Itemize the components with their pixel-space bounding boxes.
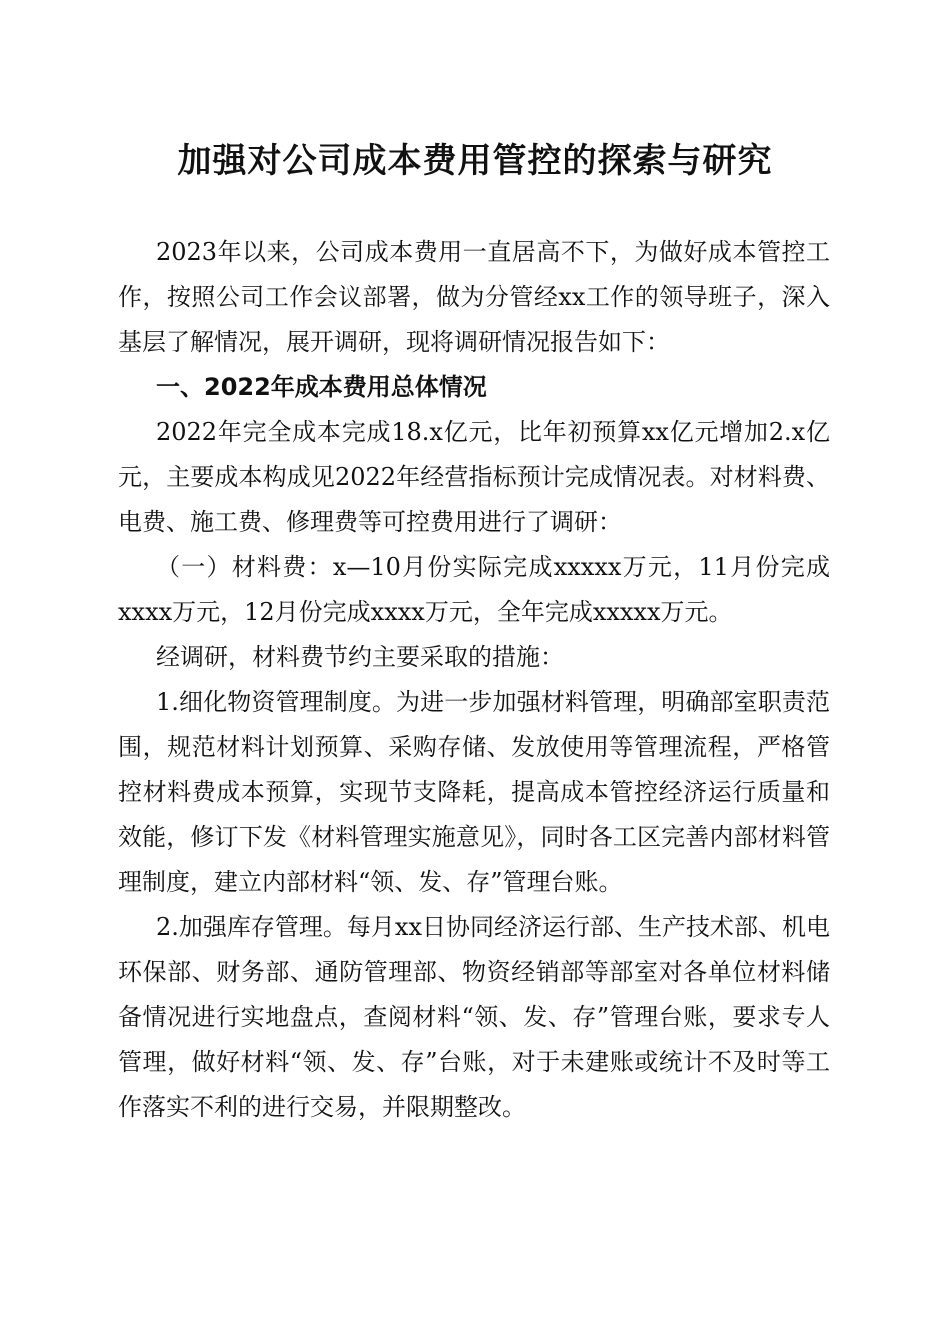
cost-summary-paragraph: 2022年完全成本完成18.x亿元，比年初预算xx亿元增加2.x亿元，主要成本构成见2022年经营指标预计完成情况表。对材料费、电费、施工费、修理费等可控费用进行了调研：	[118, 418, 830, 536]
section-heading-1: 一、2022年成本费用总体情况	[156, 373, 487, 401]
measure-2-paragraph: 2.加强库存管理。每月xx日协同经济运行部、生产技术部、机电环保部、财务部、通防管理部、物资经销部等部室对各单位材料储备情况进行实地盘点，查阅材料“领、发、存”管理台账，要求专人管理，做好材料“领、发、存”台账，对于未建账或统计不及时等工作落实不利的进行交易，并限期整改。	[118, 913, 830, 1121]
material-cost-paragraph: （一）材料费：x—10月份实际完成xxxxx万元，11月份完成xxxx万元，12月份完成xxxx万元，全年完成xxxxx万元。	[118, 553, 830, 626]
intro-paragraph: 2023年以来，公司成本费用一直居高不下，为做好成本管控工作，按照公司工作会议部署，做为分管经xx工作的领导班子，深入基层了解情况，展开调研，现将调研情况报告如下：	[118, 238, 830, 356]
measure-1-paragraph: 1.细化物资管理制度。为进一步加强材料管理，明确部室职责范围，规范材料计划预算、采购存储、发放使用等管理流程，严格管控材料费成本预算，实现节支降耗，提高成本管控经济运行质量和效能，修订下发《材料管理实施意见》，同时各工区完善内部材料管理制度，建立内部材料“领、发、存”管理台账。	[118, 688, 830, 896]
document-body	[118, 230, 830, 1130]
measures-intro-paragraph: 经调研，材料费节约主要采取的措施：	[156, 643, 564, 671]
document-title: 加强对公司成本费用管控的探索与研究	[177, 141, 773, 181]
